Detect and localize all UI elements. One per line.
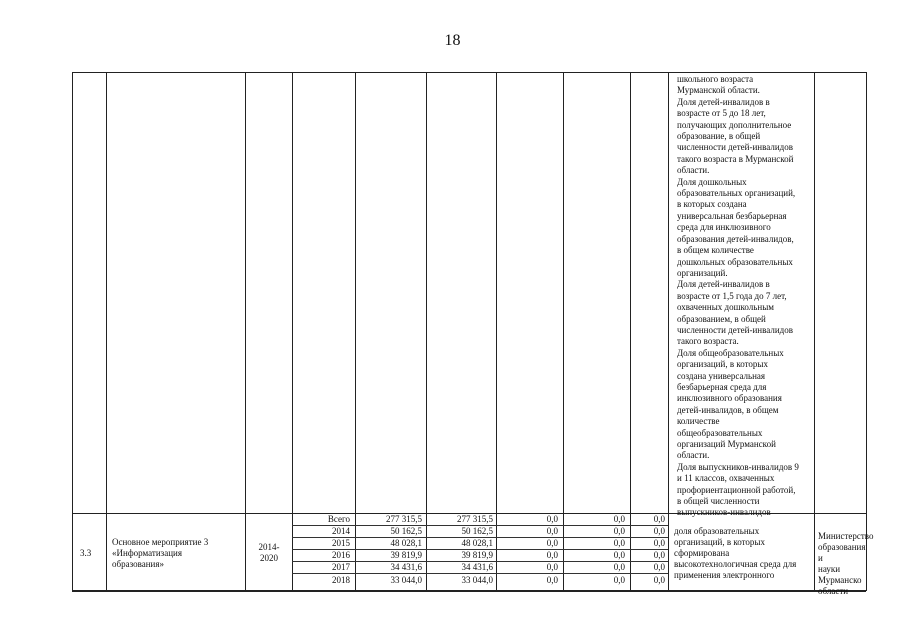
measure-name: Основное мероприятие 3 «Информатизация образования» [112,537,209,569]
federal-value: 0,0 [546,562,558,572]
regional-value: 50 162,5 [461,526,493,536]
year-label: 2015 [332,538,350,548]
year-label: Всего [327,514,350,524]
regional-value: 34 431,6 [461,562,493,572]
executor-text: Министерство образования и науки Мурманско области [818,531,874,596]
regional-value: 33 044,0 [461,575,493,585]
other-value: 0,0 [653,562,665,572]
other-value: 0,0 [653,550,665,560]
period: 2014- 2020 [258,542,280,563]
local-value: 0,0 [613,562,625,572]
local-value: 0,0 [613,550,625,560]
federal-value: 0,0 [546,538,558,548]
page-number: 18 [444,32,461,49]
other-value: 0,0 [653,514,665,524]
regional-value: 39 819,9 [461,550,493,560]
year-label: 2014 [332,526,350,536]
other-value: 0,0 [653,526,665,536]
federal-value: 0,0 [546,575,558,585]
local-value: 0,0 [613,575,625,585]
total-value: 33 044,0 [390,575,422,585]
year-label: 2016 [332,550,350,560]
row-indicator-text: доля образовательных организаций, в которых сформирована высокотехнологичная среда для применения электронного [674,526,797,580]
year-label: 2018 [332,575,350,585]
total-value: 39 819,9 [390,550,422,560]
other-value: 0,0 [653,538,665,548]
local-value: 0,0 [613,538,625,548]
federal-value: 0,0 [546,526,558,536]
local-value: 0,0 [613,526,625,536]
federal-value: 0,0 [546,550,558,560]
total-value: 34 431,6 [390,562,422,572]
total-value: 48 028,1 [390,538,422,548]
row-number: 3.3 [80,548,92,558]
continued-indicators-text: школьного возраста Мурманской области. Доля детей-инвалидов в возрасте от 5 до 18 лет, получающих дополнительное образование, в общей численности детей-инвалидов такого возраста в Мурманской области. Доля дошкольных образовательных организаций, в которых создана универсальная безбарьерная среда для инклюзивного образования детей-инвалидов, в общем количестве дошкольных образовательных организаций. Доля детей-инвалидов в возрасте от 1,5 года до 7 лет, охваченных дошкольным образованием, в общей численности детей-инвалидов такого возраста. Доля общеобразовательных организаций, в которых создана универсальная безбарьерная среда для инклюзивного образования детей-инвалидов, в общем количестве общеобразовательных организаций Мурманской области. Доля выпускников-инвалидов 9 и 11 классов, охваченных профориентационной работой, в общей численности выпускников-инвалидов [677,74,799,518]
year-label: 2017 [332,562,350,572]
regional-value: 48 028,1 [461,538,493,548]
total-value: 50 162,5 [390,526,422,536]
local-value: 0,0 [613,514,625,524]
regional-value: 277 315,5 [457,514,493,524]
other-value: 0,0 [653,575,665,585]
total-value: 277 315,5 [386,514,422,524]
federal-value: 0,0 [546,514,558,524]
